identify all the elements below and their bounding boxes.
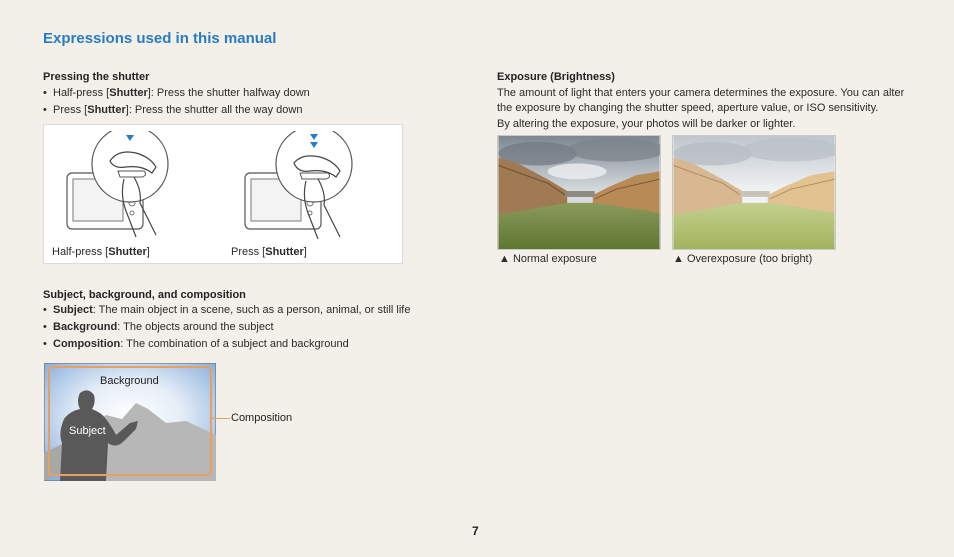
normal-exposure-photo xyxy=(497,135,661,250)
press-caption: Press [Shutter] xyxy=(231,246,307,258)
shutter-illustration-box xyxy=(43,124,403,264)
subject-heading: Subject, background, and composition xyxy=(43,289,246,301)
pressing-list xyxy=(43,85,310,119)
composition-leader-line xyxy=(216,418,230,419)
half-press-illustration xyxy=(64,131,204,243)
press-illustration xyxy=(242,131,382,243)
list-item: • Composition: The combination of a subject and background xyxy=(43,336,410,353)
list-item: • Half-press [Shutter]: Press the shutter halfway down xyxy=(43,85,310,102)
composition-label: Composition xyxy=(231,412,293,424)
overexposure-caption: ▲ Overexposure (too bright) xyxy=(673,253,813,265)
subject-label: Subject xyxy=(69,425,106,437)
pressing-heading: Pressing the shutter xyxy=(43,71,150,83)
half-press-caption: Half-press [Shutter] xyxy=(52,246,150,258)
page-number: 7 xyxy=(472,524,479,538)
background-label: Background xyxy=(100,375,159,387)
list-item: • Background: The objects around the subject xyxy=(43,319,410,336)
page-title: Expressions used in this manual xyxy=(43,30,277,47)
list-item: • Subject: The main object in a scene, such as a person, animal, or still life xyxy=(43,302,410,319)
overexposure-photo xyxy=(672,135,836,250)
subject-list xyxy=(43,302,410,353)
list-item: • Press [Shutter]: Press the shutter all the way down xyxy=(43,102,310,119)
normal-exposure-caption: ▲ Normal exposure xyxy=(499,253,597,265)
exposure-paragraph: The amount of light that enters your camera determines the exposure. You can alter the exposure by changing the shutter speed, aperture value, or ISO sensitivity. By altering the exposure, your photos will be darker or lighter. xyxy=(497,87,905,130)
exposure-heading: Exposure (Brightness) xyxy=(497,71,615,83)
